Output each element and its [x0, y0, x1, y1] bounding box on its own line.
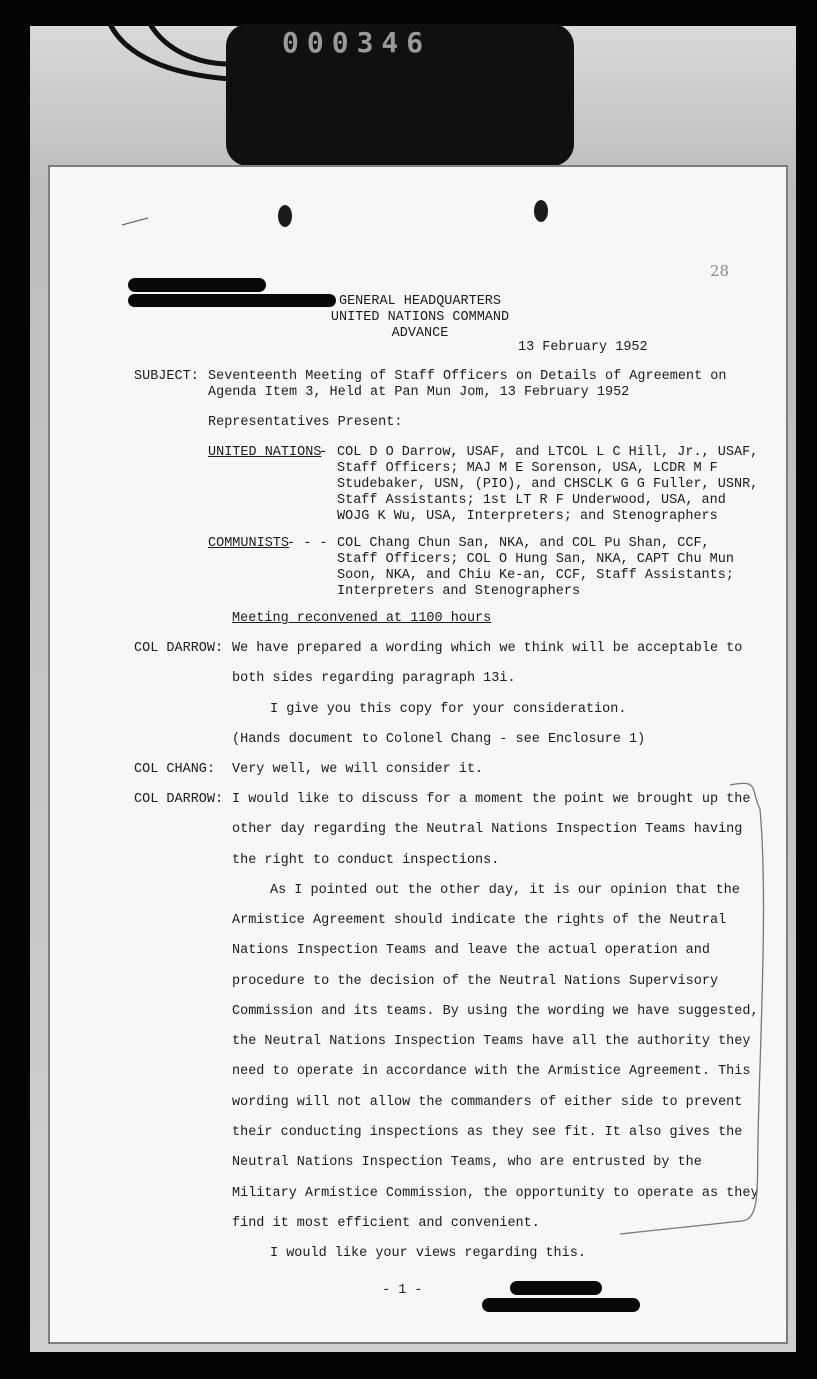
statement-line: I give you this copy for your consideration.: [270, 702, 627, 717]
communists-line: COL Chang Chun San, NKA, and COL Pu Shan, CCF,: [337, 536, 710, 551]
statement-line: Armistice Agreement should indicate the rights of the Neutral: [232, 913, 727, 928]
statement-line: both sides regarding paragraph 13i.: [232, 671, 516, 687]
statement-line: the Neutral Nations Inspection Teams have all the authority they: [232, 1034, 751, 1050]
un-label: UNITED NATIONS: [208, 445, 322, 460]
statement-line: Military Armistice Commission, the opportunity to operate as they: [232, 1185, 759, 1201]
statement-line: wording will not allow the commanders of either side to prevent: [232, 1094, 743, 1110]
speaker-label: COL CHANG:: [134, 762, 216, 777]
speaker-label: COL DARROW:: [134, 792, 224, 807]
un-representatives: [337, 445, 758, 525]
statement-line: As I pointed out the other day, it is our opinion that the: [270, 883, 740, 898]
handwritten-page-mark: 28: [710, 262, 730, 280]
representatives-title: Representatives Present:: [208, 415, 403, 430]
page-number: - 1 -: [382, 1283, 423, 1298]
un-dash: -: [319, 445, 328, 460]
punch-hole: [534, 200, 548, 222]
communists-line: Staff Officers; COL O Hung San, NKA, CAPT Chu Mun: [337, 552, 734, 567]
statement-line: procedure to the decision of the Neutral Nations Supervisory: [232, 973, 719, 989]
statement-line: We have prepared a wording which we think will be acceptable to: [232, 641, 743, 656]
statement-line: I would like your views regarding this.: [270, 1246, 586, 1261]
un-line: WOJG K Wu, USA, Interpreters; and Stenographers: [337, 509, 718, 524]
communists-label: COMMUNISTS: [208, 536, 290, 551]
communists-dash: - - -: [287, 536, 328, 551]
redaction-bar: [482, 1298, 640, 1312]
meeting-reconvened: Meeting reconvened at 1100 hours: [232, 611, 492, 626]
statement-line: the right to conduct inspections.: [232, 852, 500, 868]
letterhead: [320, 294, 520, 342]
statement-line: find it most efficient and convenient.: [232, 1215, 540, 1231]
un-line: Studebaker, USN, (PIO), and CHSCLK G G Fuller, USNR,: [337, 477, 759, 492]
statement-line: their conducting inspections as they see fit. It also gives the: [232, 1125, 743, 1141]
punch-hole: [278, 205, 292, 227]
letterhead-line: UNITED NATIONS COMMAND: [330, 310, 510, 325]
communists-line: Interpreters and Stenographers: [337, 584, 581, 599]
statement-line: Nations Inspection Teams and leave the actual operation and: [232, 943, 710, 959]
subject-line: Seventeenth Meeting of Staff Officers on Details of Agreement on: [208, 369, 727, 384]
un-line: Staff Officers; MAJ M E Sorenson, USA, LCDR M F: [337, 461, 718, 476]
un-line: COL D O Darrow, USAF, and LTCOL L C Hill, Jr., USAF,: [337, 445, 759, 460]
stage-direction: (Hands document to Colonel Chang - see Enclosure 1): [232, 732, 646, 747]
margin-bracket-mark: [610, 779, 770, 1239]
counter-digits: 000346: [282, 26, 432, 59]
communists-representatives: [337, 536, 734, 600]
statement-line: need to operate in accordance with the Armistice Agreement. This: [232, 1064, 751, 1080]
redaction-bar: [128, 294, 336, 307]
redaction-bar: [510, 1281, 602, 1295]
redaction-bar: [128, 278, 266, 292]
statement-line: Neutral Nations Inspection Teams, who are entrusted by the: [232, 1155, 702, 1171]
document-page: [48, 165, 788, 1344]
statement-line: I would like to discuss for a moment the point we brought up the: [232, 792, 751, 807]
statement-line: Commission and its teams. By using the wording we have suggested,: [232, 1003, 759, 1019]
pencil-mark: [120, 215, 152, 227]
subject-label: SUBJECT:: [134, 369, 199, 384]
statement-line: Very well, we will consider it.: [232, 762, 484, 777]
communists-line: Soon, NKA, and Chiu Ke-an, CCF, Staff Assistants;: [337, 568, 734, 583]
document-counter: [226, 24, 574, 166]
speaker-label: COL DARROW:: [134, 641, 224, 656]
counter-cable: [105, 24, 235, 94]
document-date: 13 February 1952: [518, 340, 648, 355]
letterhead-line: ADVANCE: [391, 326, 449, 341]
un-line: Staff Assistants; 1st LT R F Underwood, USA, and: [337, 493, 726, 508]
statement-paragraph: [232, 634, 742, 695]
letterhead-line: GENERAL HEADQUARTERS: [338, 294, 502, 309]
subject-text: [208, 369, 726, 401]
statement-line: other day regarding the Neutral Nations Inspection Teams having: [232, 822, 743, 838]
subject-line: Agenda Item 3, Held at Pan Mun Jom, 13 February 1952: [208, 385, 630, 400]
